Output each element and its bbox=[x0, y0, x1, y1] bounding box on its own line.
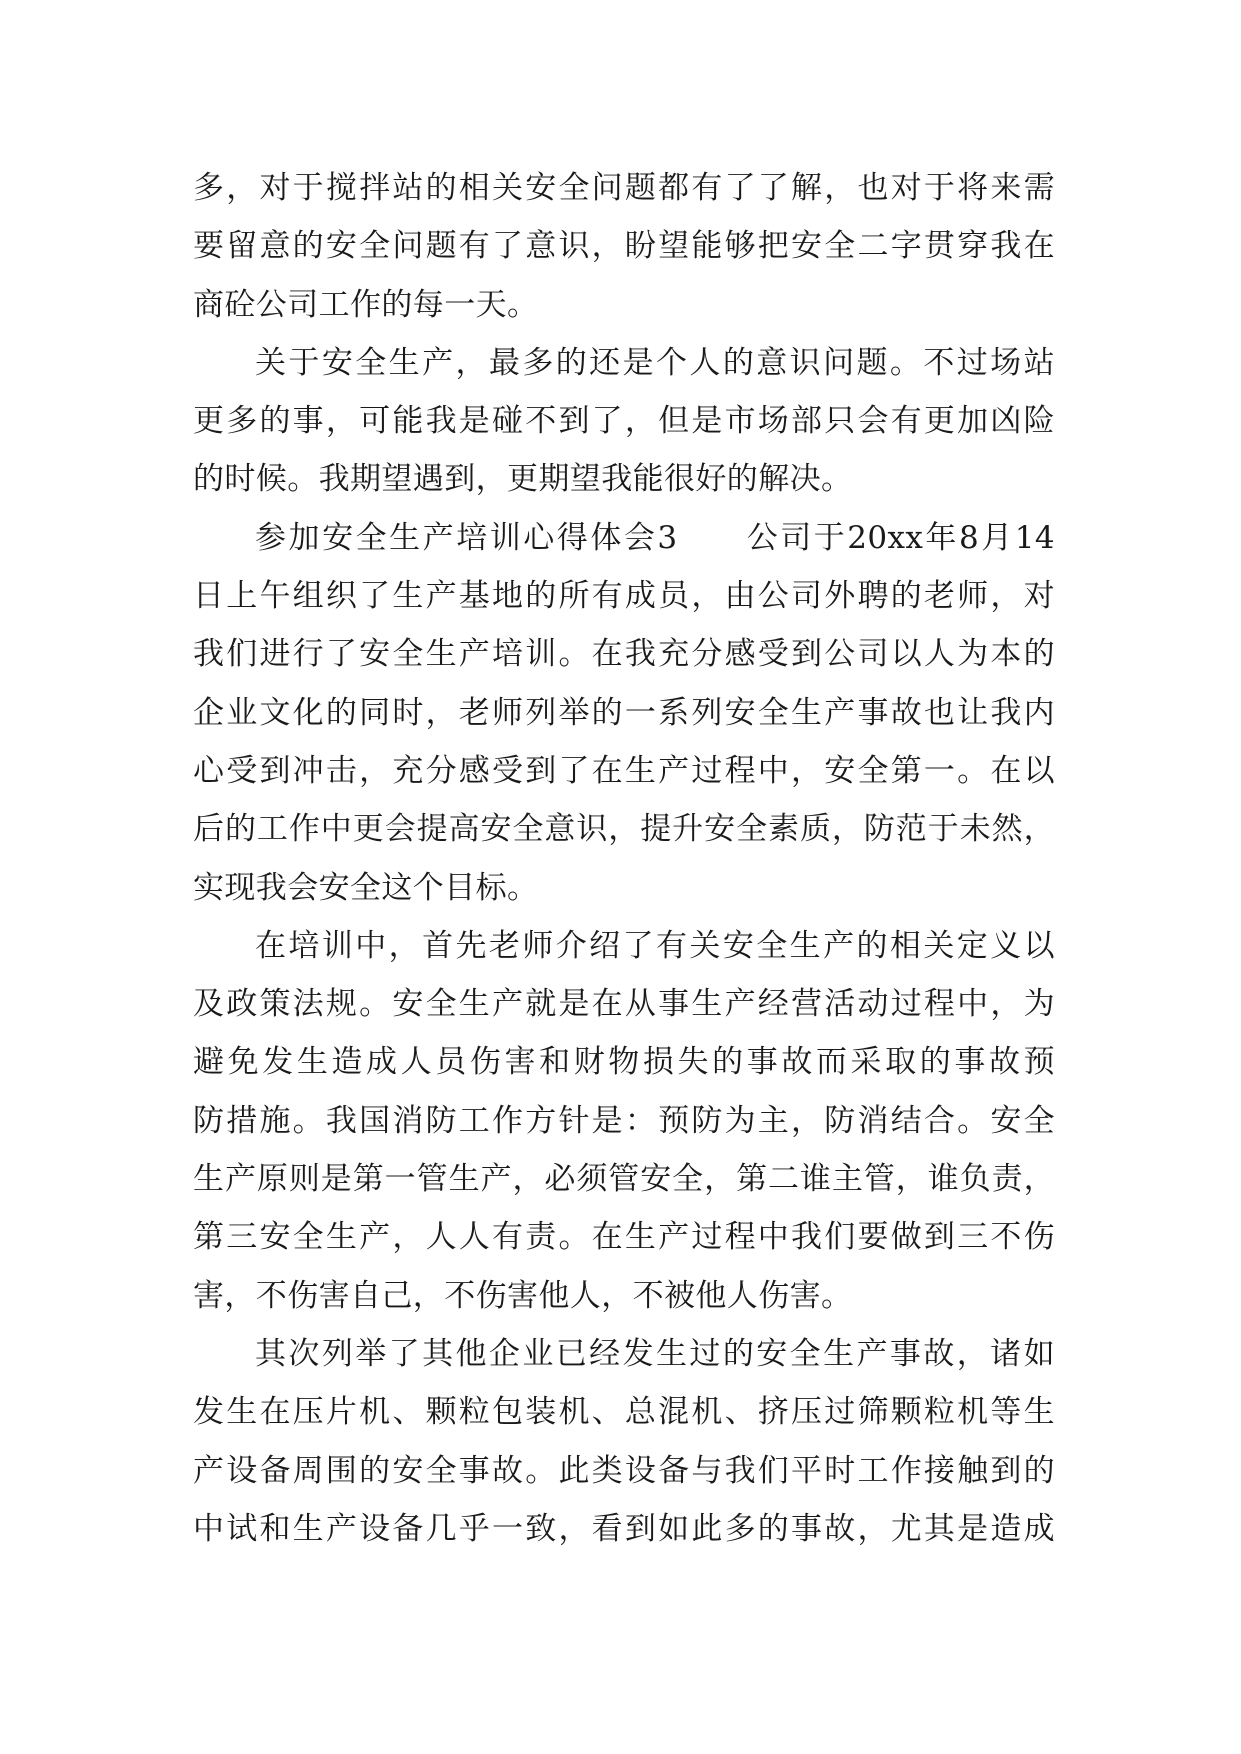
text-line: 多，对于搅拌站的相关安全问题都有了了解，也对于将来需 bbox=[193, 170, 1055, 206]
text-line: 实现我会安全这个目标。 bbox=[193, 869, 539, 906]
text-line: 心受到冲击，充分感受到了在生产过程中，安全第一。在以 bbox=[193, 752, 1055, 789]
text-line: 避免发生造成人员伤害和财物损失的事故而采取的事故预 bbox=[193, 1044, 1055, 1081]
text-line: 其次列举了其他企业已经发生过的安全生产事故，诸如 bbox=[255, 1335, 1055, 1372]
text-line: 更多的事，可能我是碰不到了，但是市场部只会有更加凶险 bbox=[193, 403, 1055, 440]
text-line: 害，不伤害自己，不伤害他人，不被他人伤害。 bbox=[193, 1277, 853, 1314]
text-line: 发生在压片机、颗粒包装机、总混机、挤压过筛颗粒机等生 bbox=[193, 1394, 1055, 1431]
text-line: 商砼公司工作的每一天。 bbox=[193, 286, 539, 323]
text-line: 后的工作中更会提高安全意识，提升安全素质，防范于未然， bbox=[193, 811, 1055, 848]
text-line: 中试和生产设备几乎一致，看到如此多的事故，尤其是造成 bbox=[193, 1510, 1055, 1547]
text-line: 我们进行了安全生产培训。在我充分感受到公司以人为本的 bbox=[193, 636, 1055, 673]
text-line: 生产原则是第一管生产，必须管安全，第二谁主管，谁负责， bbox=[193, 1161, 1055, 1198]
text-line: 防措施。我国消防工作方针是：预防为主，防消结合。安全 bbox=[193, 1102, 1055, 1139]
document-body bbox=[193, 159, 1055, 1558]
text-line: 及政策法规。安全生产就是在从事生产经营活动过程中，为 bbox=[193, 986, 1055, 1023]
text-line: 的时候。我期望遇到，更期望我能很好的解决。 bbox=[193, 461, 853, 498]
text-line: 日上午组织了生产基地的所有成员，由公司外聘的老师，对 bbox=[193, 578, 1055, 615]
text-line: 第三安全生产，人人有责。在生产过程中我们要做到三不伤 bbox=[193, 1219, 1055, 1256]
text-line: 要留意的安全问题有了意识，盼望能够把安全二字贯穿我在 bbox=[193, 228, 1055, 265]
text-line: 关于安全生产，最多的还是个人的意识问题。不过场站 bbox=[255, 344, 1055, 381]
text-line: 参加安全生产培训心得体会3 公司于20xx年8月14 bbox=[255, 519, 1055, 556]
text-line: 产设备周围的安全事故。此类设备与我们平时工作接触到的 bbox=[193, 1452, 1055, 1489]
text-line: 企业文化的同时，老师列举的一系列安全生产事故也让我内 bbox=[193, 694, 1055, 731]
text-line: 在培训中，首先老师介绍了有关安全生产的相关定义以 bbox=[255, 927, 1055, 964]
